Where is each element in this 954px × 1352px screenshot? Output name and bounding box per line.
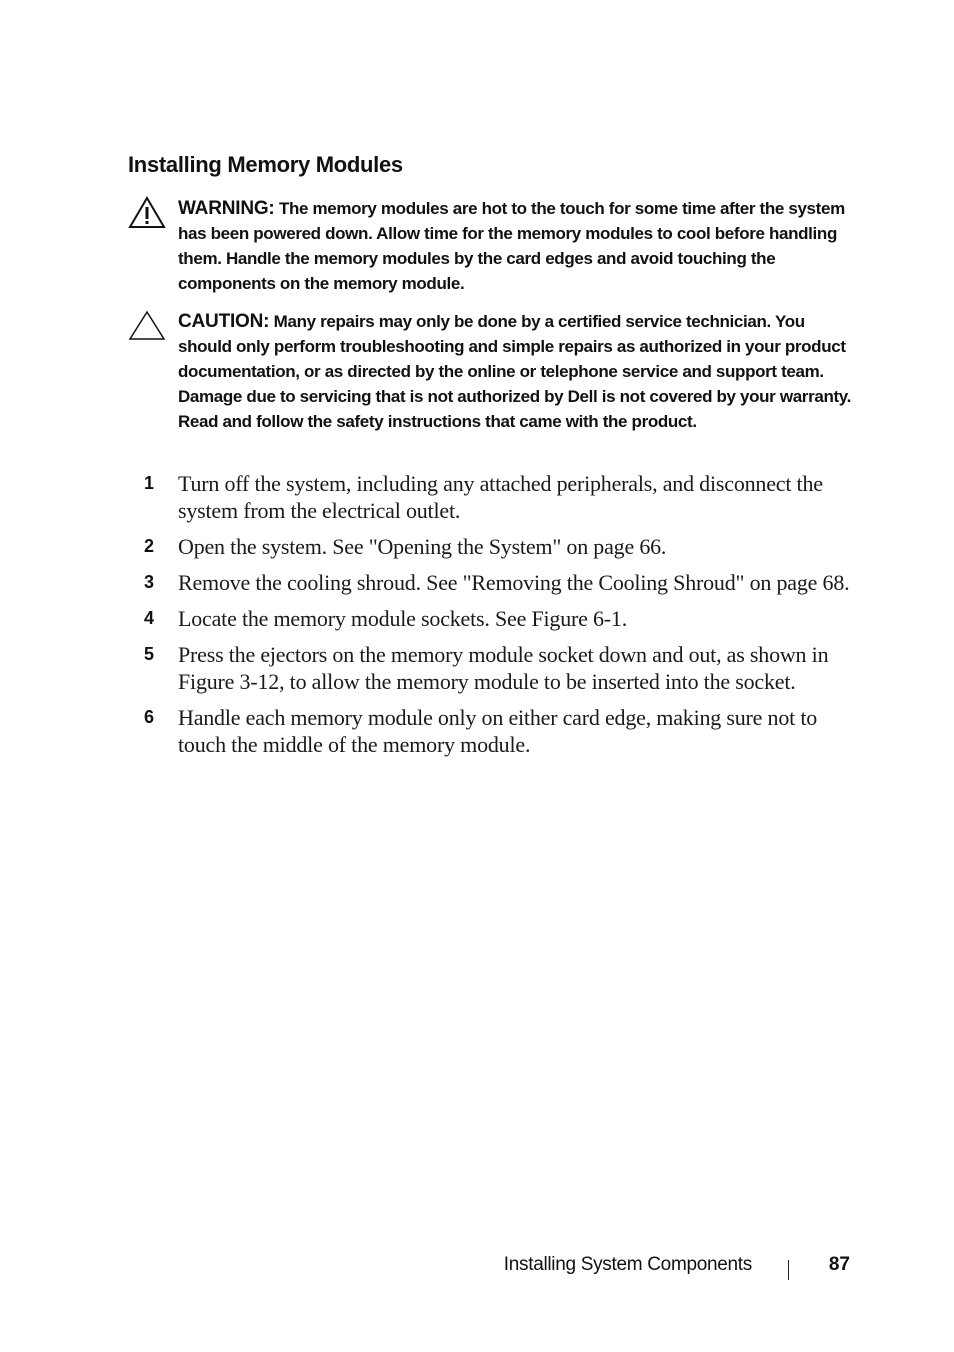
caution-triangle-icon <box>128 309 166 343</box>
caution-notice <box>128 309 858 461</box>
page-number: 87 <box>828 1254 850 1275</box>
list-item <box>140 605 870 632</box>
warning-triangle-icon <box>128 196 166 230</box>
list-item <box>140 533 870 560</box>
warning-label: WARNING: <box>178 198 275 219</box>
step-number: 6 <box>144 707 155 727</box>
warning-text-block <box>178 196 858 296</box>
list-item <box>140 704 870 758</box>
footer-divider <box>788 1260 789 1280</box>
step-number: 2 <box>144 536 155 556</box>
list-item <box>140 641 870 695</box>
section-title: Installing Memory Modules <box>128 152 403 177</box>
step-text: Locate the memory module sockets. See Figure 6-1. <box>178 606 628 631</box>
step-text: Remove the cooling shroud. See "Removing the Cooling Shroud" on page 68. <box>178 570 850 595</box>
warning-notice <box>128 196 858 300</box>
step-text: Press the ejectors on the memory module socket down and out, as shown in Figure 3-12, to allow the memory module to be inserted into the socket. <box>178 642 829 694</box>
step-number: 3 <box>144 572 155 592</box>
step-number: 5 <box>144 644 155 664</box>
step-number: 4 <box>144 608 155 628</box>
list-item <box>140 569 870 596</box>
caution-text-block <box>178 309 858 434</box>
caution-label: CAUTION: <box>178 311 270 332</box>
page-footer <box>0 1254 954 1284</box>
steps-list <box>140 470 870 767</box>
step-text: Turn off the system, including any attached peripherals, and disconnect the system from the electrical outlet. <box>178 471 823 523</box>
warning-text: The memory modules are hot to the touch for some time after the system has been powered down. Allow time for the memory modules to cool before handling them. Handle the memory modules by the card edges and avoid touching the components on the memory module. <box>178 199 845 293</box>
step-text: Open the system. See "Opening the System" on page 66. <box>178 534 667 559</box>
caution-text: Many repairs may only be done by a certified service technician. You should only perform troubleshooting and simple repairs as authorized in your product documentation, or as directed by the online or telephone service and support team. Damage due to servicing that is not authorized by Dell is not covered by your warranty. Read and follow the safety instructions that came with the product. <box>178 312 852 431</box>
step-number: 1 <box>144 473 155 493</box>
list-item <box>140 470 870 524</box>
step-text: Handle each memory module only on either card edge, making sure not to touch the middle of the memory module. <box>178 705 818 757</box>
footer-chapter-title: Installing System Components <box>503 1254 752 1275</box>
